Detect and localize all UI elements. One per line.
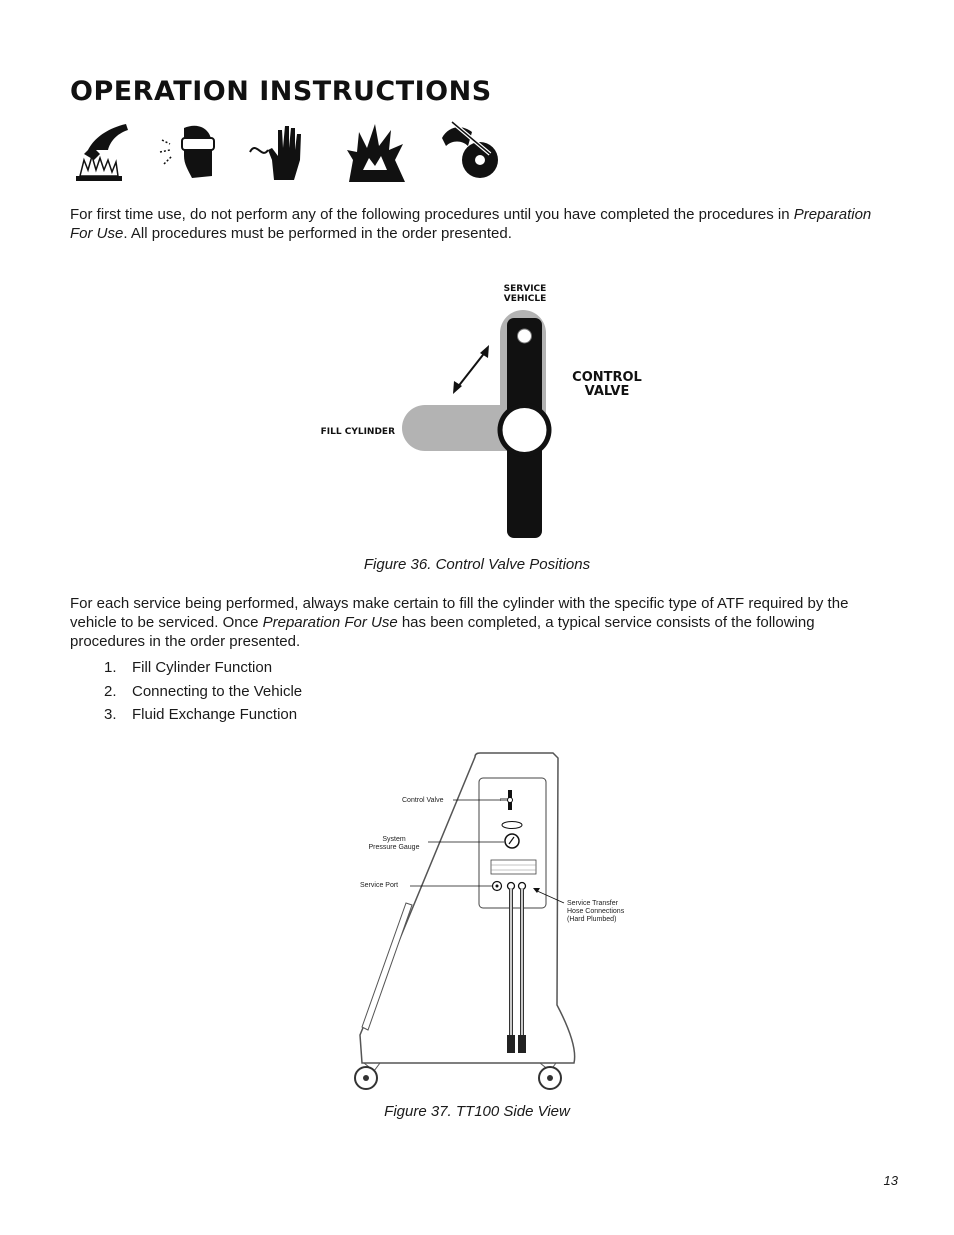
rear-caster	[539, 1063, 561, 1089]
intro-text-end: . All procedures must be performed in the order presented.	[123, 225, 512, 242]
list-item-number: 3.	[104, 706, 117, 723]
fill-cylinder-label: FILL CYLINDER	[320, 427, 395, 437]
procedure-list	[104, 658, 302, 729]
list-item-text: Connecting to the Vehicle	[132, 682, 303, 700]
hose-callout-3: (Hard Plumbed)	[567, 916, 617, 923]
front-caster	[355, 1063, 380, 1089]
hose-callout-1: Service Transfer	[567, 900, 618, 907]
pressure-gauge-callout-2: Pressure Gauge	[368, 844, 420, 851]
hose-connections-callout	[567, 900, 624, 924]
control-valve-callout: Control Valve	[402, 797, 444, 804]
service-vehicle-label-1: SERVICE	[503, 284, 547, 294]
warning-icons-row	[70, 120, 510, 186]
figure36-caption: Figure 36. Control Valve Positions	[363, 556, 591, 573]
list-item	[104, 682, 302, 706]
service-paragraph	[70, 594, 890, 651]
pressure-gauge-callout	[360, 836, 428, 852]
intro-paragraph	[70, 205, 890, 243]
list-item-text: Fill Cylinder Function	[132, 659, 273, 676]
hose-callout-2: Hose Connections	[567, 908, 625, 915]
glove-protection-icon	[250, 126, 301, 180]
service-port-callout: Service Port	[360, 882, 399, 889]
rotation-arrow	[457, 351, 486, 388]
figure37-caption: Figure 37. TT100 Side View	[384, 1103, 570, 1120]
hot-surface-icon	[76, 124, 128, 181]
list-item-text: Fluid Exchange Function	[132, 706, 298, 723]
page-title: OPERATION INSTRUCTIONS	[70, 76, 492, 107]
eye-protection-icon	[160, 126, 214, 178]
intro-text: For first time use, do not perform any of the following procedures until you have completed the procedures in	[70, 206, 794, 223]
list-item-number: 1.	[104, 659, 117, 676]
explosion-icon	[347, 124, 405, 182]
pressure-gauge-callout-1: System	[382, 836, 406, 843]
page-number: 13	[883, 1173, 898, 1188]
control-valve-label-1: CONTROL	[572, 370, 642, 385]
list-item-number: 2.	[104, 682, 117, 700]
intro-emphasis: Preparation For Use	[70, 206, 872, 242]
control-valve-label-2: VALVE	[584, 384, 630, 399]
pressure-gauge	[505, 834, 519, 848]
service-text: For each service being performed, always make certain to fill the cylinder with the specific type of ATF required by the vehicle to be serviced. Once	[70, 595, 849, 631]
list-item	[104, 658, 302, 682]
service-emphasis: Preparation For Use	[262, 614, 398, 631]
handle-hole	[518, 329, 532, 343]
control-valve-figure	[290, 278, 670, 543]
no-ignition-icon	[442, 122, 498, 178]
list-item	[104, 705, 302, 729]
service-vehicle-label-2: VEHICLE	[503, 294, 547, 304]
service-text-end: has been completed, a typical service consists of the following procedures in the order presented.	[70, 614, 815, 650]
